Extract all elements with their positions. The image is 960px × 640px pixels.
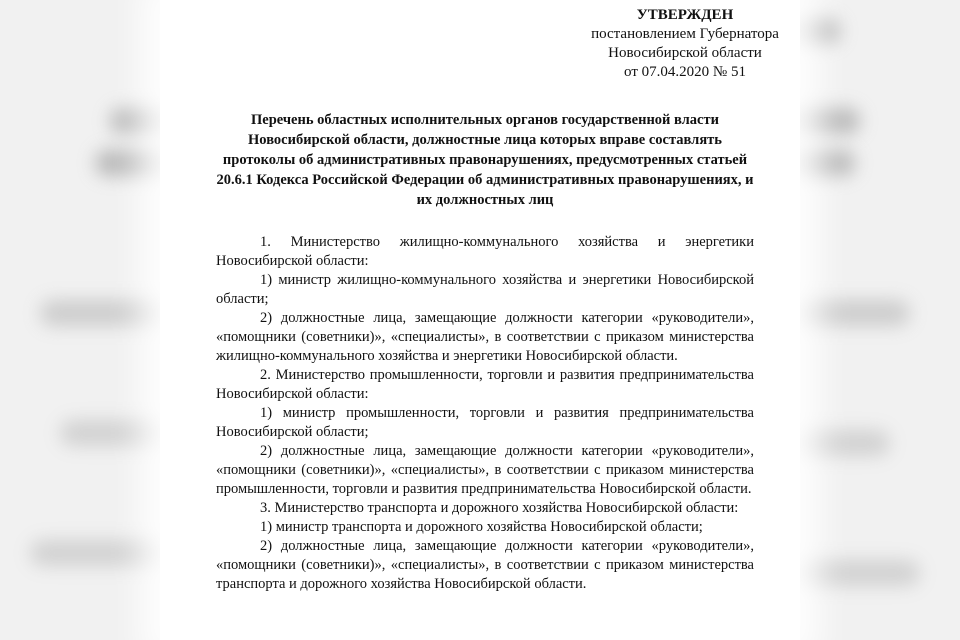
paragraph-item: 1. Министерство жилищно-коммунального хозяйства и энергетики Новосибирской области:	[216, 234, 754, 269]
paragraph-item: 2) должностные лица, замещающие должности категории «руководители», «помощники (советники)», «специалисты», в соответствии с приказом министерства жилищно-коммунального хозяйства и энергетики Новосибирской области.	[216, 310, 754, 364]
paragraph-item: 1) министр жилищно-коммунального хозяйства и энергетики Новосибирской области;	[216, 272, 754, 307]
paragraph-item: 1) министр промышленности, торговли и развития предпринимательства Новосибирской области;	[216, 405, 754, 440]
paragraph-item: 3. Министерство транспорта и дорожного хозяйства Новосибирской области:	[260, 500, 739, 516]
approval-line-3: от 07.04.2020 № 51	[624, 64, 746, 80]
approval-stamp-block	[565, 6, 805, 82]
approval-heading: УТВЕРЖДЕН	[636, 7, 734, 23]
paragraph-item: 2) должностные лица, замещающие должности категории «руководители», «помощники (советники)», «специалисты», в соответствии с приказом министерства промышленности, торговли и развития предпринимательства Новосибирской области.	[216, 443, 754, 497]
approval-line-2: Новосибирской области	[608, 45, 762, 61]
document-body	[216, 233, 754, 594]
approval-line-1: постановлением Губернатора	[591, 26, 779, 42]
document-title: Перечень областных исполнительных органов государственной власти Новосибирской области, должностные лица которых вправе составлять протоколы об административных правонарушениях, предусмотренных статьей 20.6.1 Кодекса Российской Федерации об административных правонарушениях, и их должностных лиц	[216, 112, 754, 208]
document-page	[160, 0, 800, 640]
paragraph-item: 2) должностные лица, замещающие должности категории «руководители», «помощники (советники)», «специалисты», в соответствии с приказом министерства транспорта и дорожного хозяйства Новосибирской области.	[216, 538, 754, 592]
paragraph-item: 2. Министерство промышленности, торговли и развития предпринимательства Новосибирской области:	[216, 367, 754, 402]
paragraph-item: 1) министр транспорта и дорожного хозяйства Новосибирской области;	[260, 519, 703, 535]
